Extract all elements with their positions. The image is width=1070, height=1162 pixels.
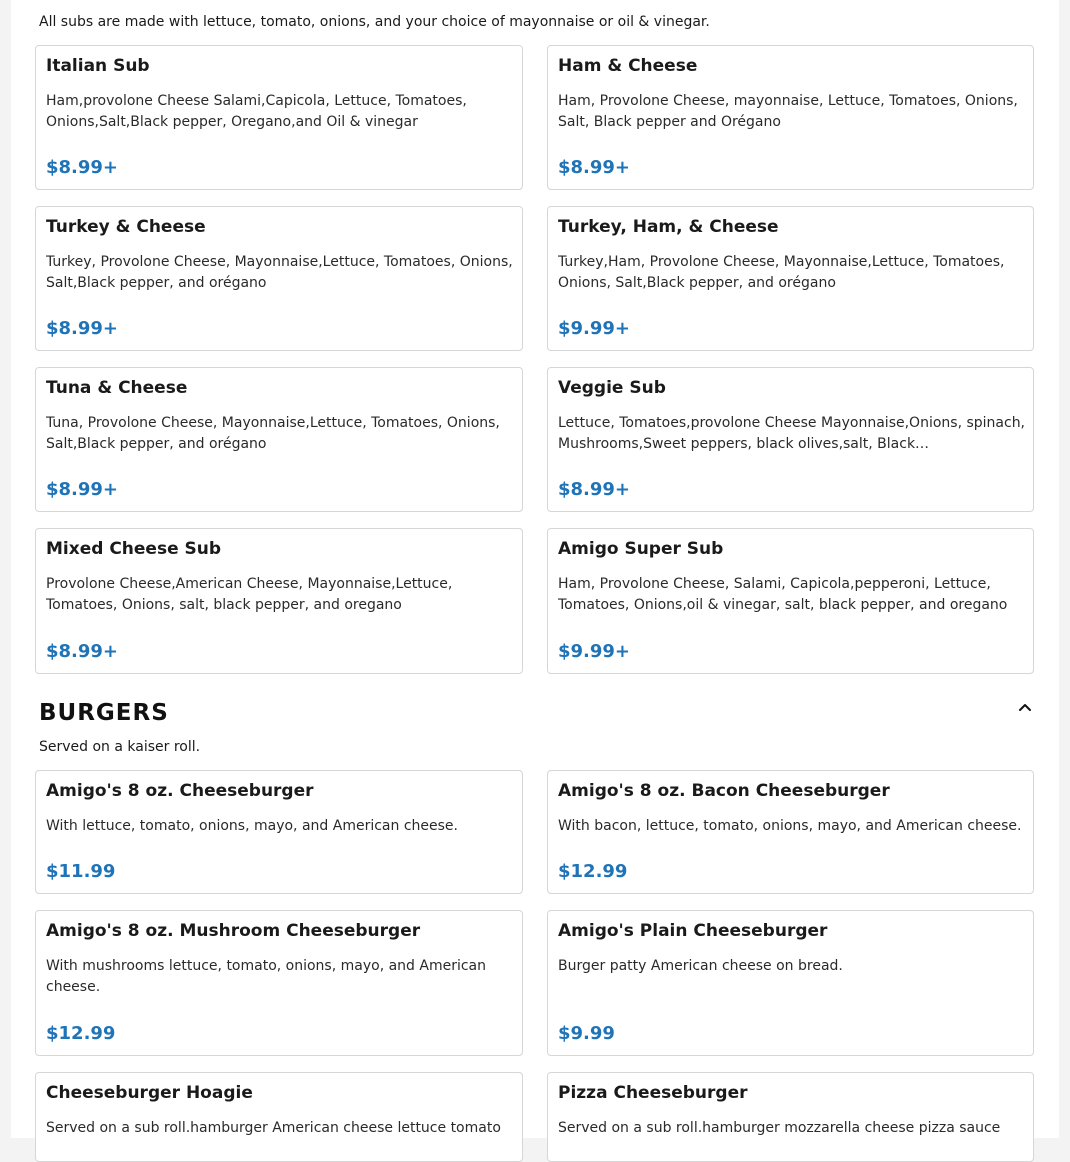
menu-item-card[interactable] xyxy=(35,528,523,674)
menu-item-card[interactable] xyxy=(35,45,523,190)
item-description: Provolone Cheese,American Cheese, Mayonnaise,Lettuce, Tomatoes, Onions, salt, black pepper, and oregano xyxy=(46,576,453,613)
menu-item-card[interactable] xyxy=(547,206,1034,351)
item-name: Mixed Cheese Sub xyxy=(46,539,222,559)
menu-item-card[interactable] xyxy=(547,770,1034,894)
item-name: Italian Sub xyxy=(46,56,150,76)
item-name: Pizza Cheeseburger xyxy=(558,1083,748,1103)
menu-page xyxy=(11,0,1059,1138)
item-price: $9.99+ xyxy=(558,318,631,339)
item-description: Tuna, Provolone Cheese, Mayonnaise,Lettuce, Tomatoes, Onions, Salt,Black pepper, and orégano xyxy=(46,415,500,452)
item-description: Turkey,Ham, Provolone Cheese, Mayonnaise,Lettuce, Tomatoes, Onions, Salt,Black pepper, and orégano xyxy=(558,254,1005,291)
menu-item-card[interactable] xyxy=(35,770,523,894)
item-price: $9.99+ xyxy=(558,641,631,662)
item-price: $8.99+ xyxy=(558,479,631,500)
menu-item-card[interactable] xyxy=(35,1072,523,1162)
item-price: $8.99+ xyxy=(46,318,119,339)
item-description: With mushrooms lettuce, tomato, onions, mayo, and American cheese. xyxy=(46,958,487,995)
menu-item-card[interactable] xyxy=(547,45,1034,190)
item-description: Ham, Provolone Cheese, Salami, Capicola,pepperoni, Lettuce, Tomatoes, Onions,oil & vinegar, salt, black pepper, and oregano xyxy=(558,576,1008,613)
item-description: Ham,provolone Cheese Salami,Capicola, Lettuce, Tomatoes, Onions,Salt,Black pepper, Oregano,and Oil & vinegar xyxy=(46,93,467,130)
item-price: $12.99 xyxy=(558,861,628,882)
item-name: Amigo's 8 oz. Bacon Cheeseburger xyxy=(558,781,890,801)
item-name: Amigo's 8 oz. Mushroom Cheeseburger xyxy=(46,921,421,941)
item-name: Ham & Cheese xyxy=(558,56,698,76)
item-name: Cheeseburger Hoagie xyxy=(46,1083,253,1103)
item-price: $8.99+ xyxy=(46,641,119,662)
menu-item-card[interactable] xyxy=(35,367,523,512)
item-description: Served on a sub roll.hamburger American cheese lettuce tomato xyxy=(46,1120,501,1136)
item-name: Turkey, Ham, & Cheese xyxy=(558,217,779,237)
menu-item-card[interactable] xyxy=(35,910,523,1056)
item-name: Amigo's Plain Cheeseburger xyxy=(558,921,828,941)
section-subtitle: Served on a kaiser roll. xyxy=(39,739,201,755)
item-description: Served on a sub roll.hamburger mozzarella cheese pizza sauce xyxy=(558,1120,1001,1136)
chevron-up-icon xyxy=(1015,697,1035,717)
menu-item-card[interactable] xyxy=(547,910,1034,1056)
item-name: Turkey & Cheese xyxy=(46,217,206,237)
item-description: Lettuce, Tomatoes,provolone Cheese Mayonnaise,Onions, spinach, Mushrooms,Sweet peppers, black olives,salt, Black… xyxy=(558,415,1026,452)
menu-item-card[interactable] xyxy=(35,206,523,351)
item-description: Burger patty American cheese on bread. xyxy=(558,958,843,974)
subs-intro: All subs are made with lettuce, tomato, onions, and your choice of mayonnaise or oil & vinegar. xyxy=(39,14,710,30)
item-price: $11.99 xyxy=(46,861,116,882)
item-description: With bacon, lettuce, tomato, onions, mayo, and American cheese. xyxy=(558,818,1022,834)
item-price: $8.99+ xyxy=(558,157,631,178)
item-name: Tuna & Cheese xyxy=(46,378,188,398)
item-name: Veggie Sub xyxy=(558,378,666,398)
menu-item-card[interactable] xyxy=(547,1072,1034,1162)
collapse-section-button[interactable] xyxy=(1015,697,1035,717)
item-name: Amigo's 8 oz. Cheeseburger xyxy=(46,781,314,801)
item-description: Turkey, Provolone Cheese, Mayonnaise,Lettuce, Tomatoes, Onions, Salt,Black pepper, and orégano xyxy=(46,254,513,291)
item-name: Amigo Super Sub xyxy=(558,539,724,559)
item-price: $8.99+ xyxy=(46,157,119,178)
item-price: $8.99+ xyxy=(46,479,119,500)
menu-item-card[interactable] xyxy=(547,367,1034,512)
item-price: $12.99 xyxy=(46,1023,116,1044)
item-price: $9.99 xyxy=(558,1023,615,1044)
section-title-burgers: BURGERS xyxy=(39,700,169,726)
item-description: Ham, Provolone Cheese, mayonnaise, Lettuce, Tomatoes, Onions, Salt, Black pepper and Orégano xyxy=(558,93,1018,130)
item-description: With lettuce, tomato, onions, mayo, and American cheese. xyxy=(46,818,458,834)
menu-item-card[interactable] xyxy=(547,528,1034,674)
